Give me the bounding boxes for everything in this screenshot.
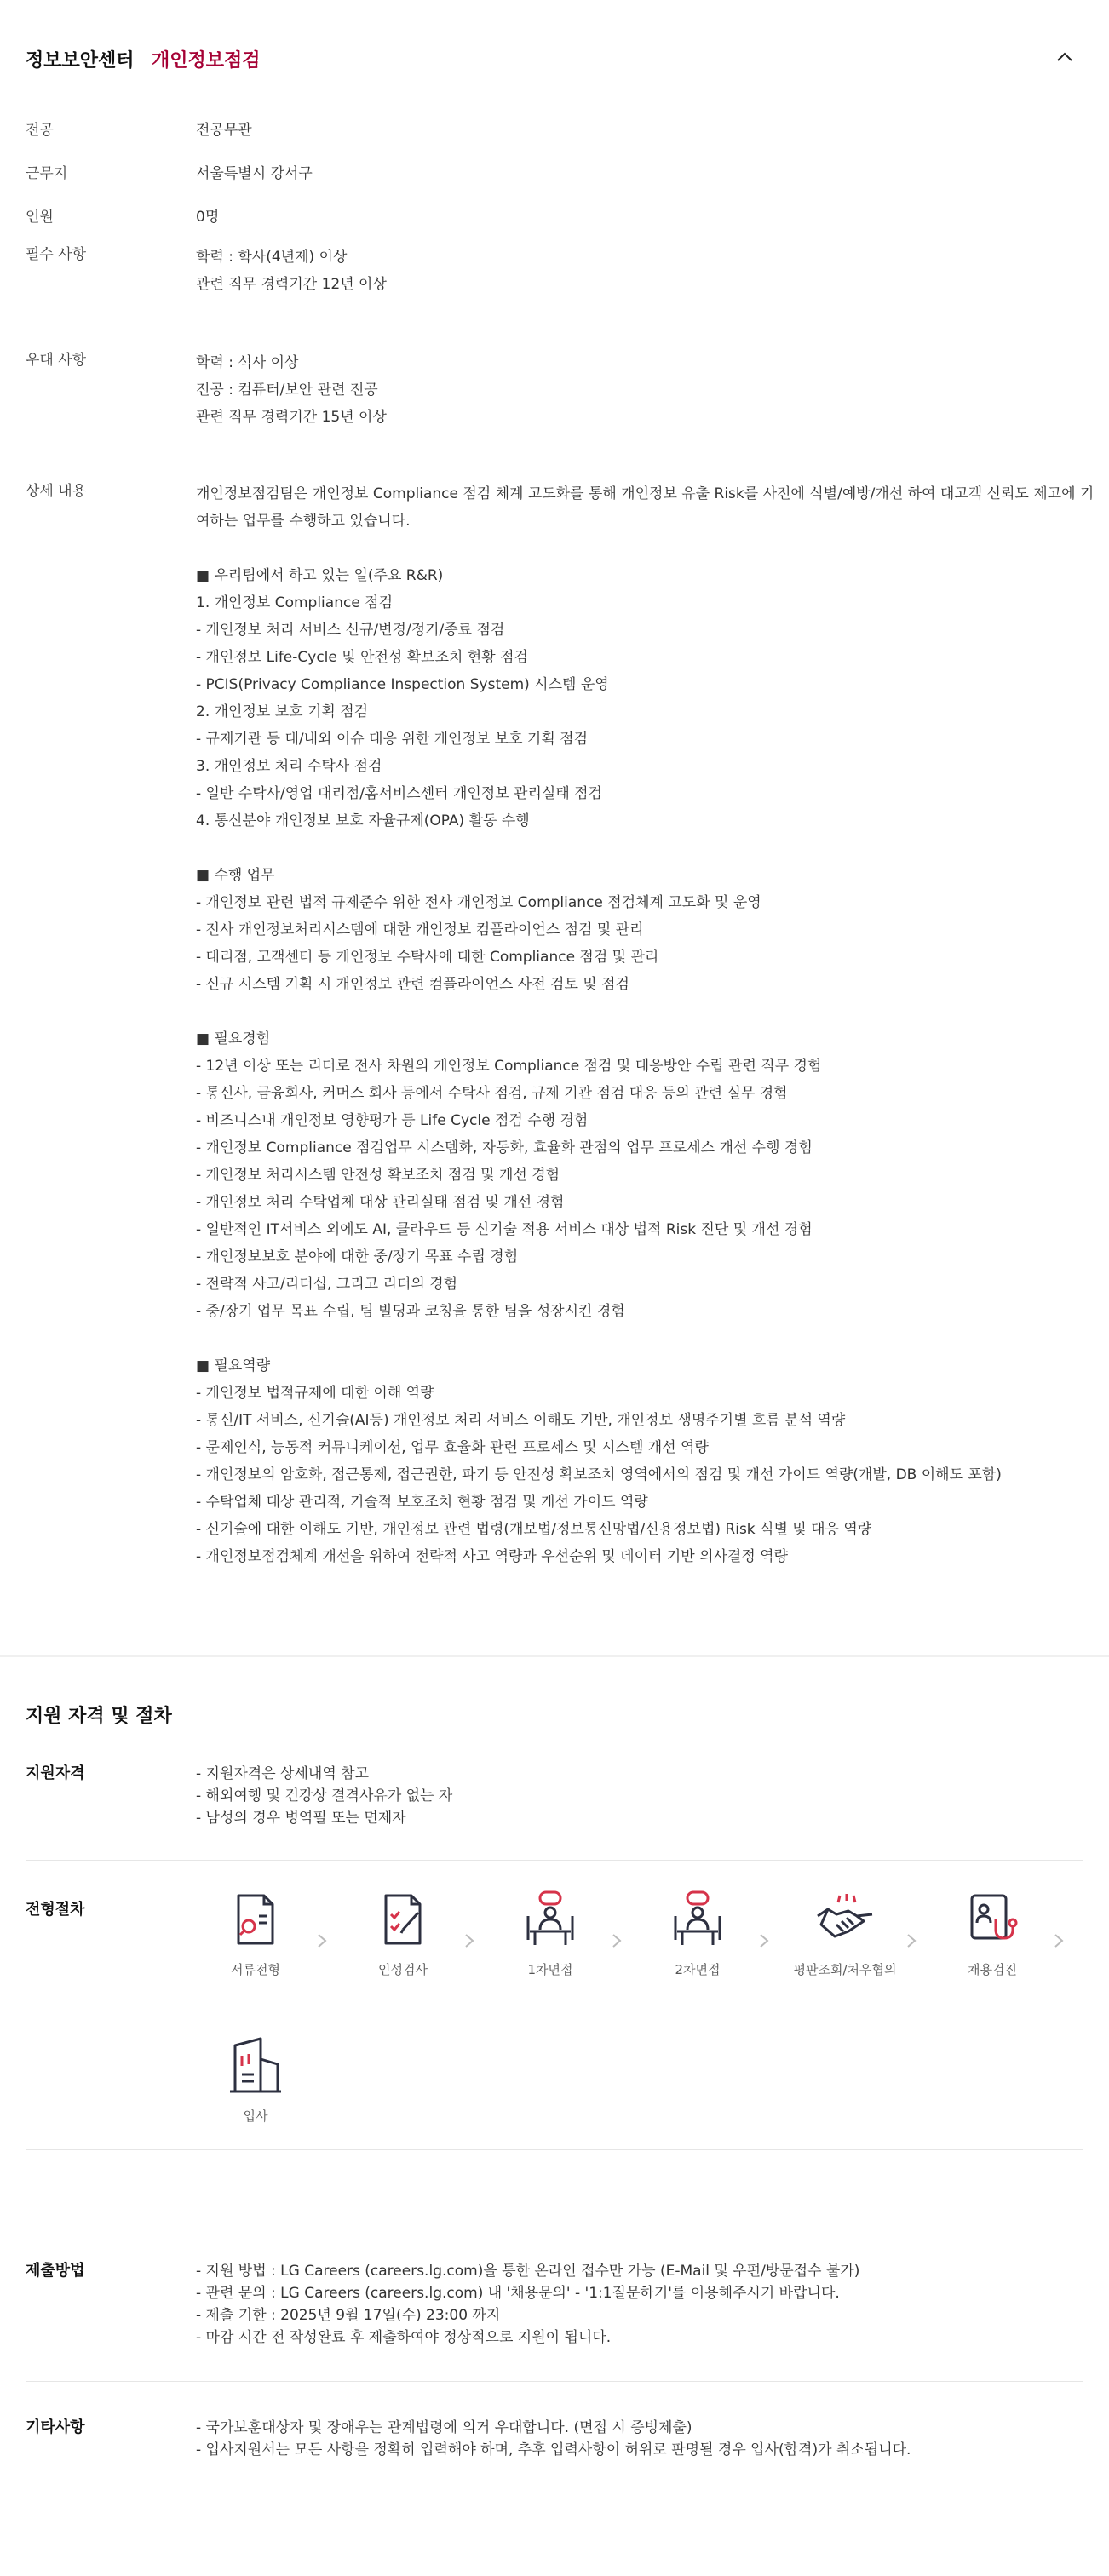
- application-section-title: 지원 자격 및 절차: [26, 1706, 172, 1727]
- preferred-line: 관련 직무 경력기간 15년 이상: [196, 409, 387, 426]
- chevron-right-icon: [313, 1928, 330, 1954]
- detail-line: 4. 통신분야 개인정보 보호 자율규제(OPA) 활동 수행: [196, 812, 530, 829]
- preferred-lines: [196, 349, 387, 431]
- interview-icon: [670, 1890, 725, 1948]
- detail-line: - 개인정보 처리 수탁업체 대상 관리실태 점검 및 개선 경험: [196, 1194, 565, 1211]
- preferred-label: 우대 사항: [26, 352, 87, 369]
- detail-line: - 신기술에 대한 이해도 기반, 개인정보 관련 법령(개보법/정보통신망법/신용정보법) Risk 식별 및 대응 역량: [196, 1521, 872, 1538]
- qualification-lines: [196, 1763, 452, 1829]
- preferred-line: 학력 : 석사 이상: [196, 354, 299, 371]
- process-step-label: 1차면접: [527, 1962, 573, 1977]
- chevron-right-icon: [608, 1928, 625, 1954]
- headcount-value: 0명: [196, 209, 220, 226]
- detail-line: - 개인정보 Life-Cycle 및 안전성 확보조치 현황 점검: [196, 649, 528, 666]
- etc-line: - 입사지원서는 모든 사항을 정확히 입력해야 하며, 추후 입력사항이 허위로 판명될 경우 입사(합격)가 취소됩니다.: [196, 2441, 911, 2458]
- headcount-label: 인원: [26, 209, 54, 226]
- submission-line: - 관련 문의 : LG Careers (careers.lg.com) 내 '채용문의' - '1:1질문하기'를 이용해주시기 바랍니다.: [196, 2285, 840, 2302]
- interview-icon: [523, 1890, 577, 1948]
- detail-line: - 통신사, 금융회사, 커머스 회사 등에서 수탁사 점검, 규제 기관 점검 대응 등의 관련 실무 경험: [196, 1085, 788, 1102]
- detail-spacer: [196, 535, 1099, 562]
- block-divider: [26, 1860, 1083, 1861]
- detail-line: - 개인정보점검체계 개선을 위하여 전략적 사고 역량과 우선순위 및 데이터 기반 의사결정 역량: [196, 1548, 789, 1565]
- preferred-line: 전공 : 컴퓨터/보안 관련 전공: [196, 382, 378, 399]
- submission-label: 제출방법: [26, 2262, 85, 2280]
- detail-line: - 수탁업체 대상 관리적, 기술적 보호조치 현황 점검 및 개선 가이드 역량: [196, 1494, 648, 1511]
- process-step: [343, 1890, 463, 1978]
- detail-line: - 규제기관 등 대/내외 이슈 대응 위한 개인정보 보호 기획 점검: [196, 731, 589, 748]
- submission-line: - 제출 기한 : 2025년 9월 17일(수) 23:00 까지: [196, 2307, 501, 2324]
- submission-line: - 마감 시간 전 작성완료 후 제출하여야 정상적으로 지원이 됩니다.: [196, 2329, 612, 2346]
- detail-line: - 일반적인 IT서비스 외에도 AI, 클라우드 등 신기술 적용 서비스 대상 법적 Risk 진단 및 개선 경험: [196, 1221, 813, 1238]
- qualification-line: - 지원자격은 상세내역 참고: [196, 1765, 369, 1782]
- required-label: 필수 사항: [26, 246, 87, 263]
- process-step: [933, 1890, 1052, 1978]
- submission-lines: [196, 2260, 859, 2349]
- detail-spacer: [196, 835, 1099, 862]
- chevron-right-icon: [1050, 1928, 1067, 1954]
- detail-line: ■ 우리팀에서 하고 있는 일(주요 R&R): [196, 567, 444, 584]
- detail-line: 1. 개인정보 Compliance 점검: [196, 594, 394, 611]
- detail-line: - 문제인식, 능동적 커뮤니케이션, 업무 효율화 관련 프로세스 및 시스템 개선 역량: [196, 1439, 709, 1456]
- detail-line: - PCIS(Privacy Compliance Inspection System) 시스템 운영: [196, 676, 609, 693]
- checklist-pen-icon: [376, 1890, 430, 1948]
- detail-line: - 개인정보의 암호화, 접근통제, 접근권한, 파기 등 안전성 확보조치 영역에서의 점검 및 개선 가이드 역량(개발, DB 이해도 포함): [196, 1466, 1002, 1483]
- office-building-icon: [228, 2037, 283, 2095]
- detail-line: ■ 필요경험: [196, 1030, 271, 1047]
- required-line: 학력 : 학사(4년제) 이상: [196, 249, 348, 266]
- detail-line: 3. 개인정보 처리 수탁사 점검: [196, 758, 382, 775]
- detail-line: - 12년 이상 또는 리더로 전사 차원의 개인정보 Compliance 점검 및 대응방안 수립 관련 직무 경험: [196, 1058, 822, 1075]
- location-label: 근무지: [26, 165, 68, 182]
- detail-line: ■ 필요역량: [196, 1357, 271, 1374]
- detail-line: - 통신/IT 서비스, 신기술(AI등) 개인정보 처리 서비스 이해도 기반, 개인정보 생명주기별 흐름 분석 역량: [196, 1412, 846, 1429]
- process-step-label: 입사: [243, 2108, 268, 2124]
- process-label: 전형절차: [26, 1901, 85, 1919]
- detail-label: 상세 내용: [26, 483, 87, 500]
- medical-checkup-icon: [965, 1890, 1020, 1948]
- required-line: 관련 직무 경력기간 12년 이상: [196, 276, 387, 293]
- process-step-label: 2차면접: [675, 1962, 721, 1977]
- qualification-label: 지원자격: [26, 1764, 85, 1782]
- detail-lines: [196, 535, 1099, 1570]
- detail-intro: 개인정보점검팀은 개인정보 Compliance 점검 체계 고도화를 통해 개인정보 유출 Risk를 사전에 식별/예방/개선 하여 대고객 신뢰도 제고에 기여하는 업무를 수행하고 있습니다.: [196, 485, 1095, 530]
- detail-line: - 일반 수탁사/영업 대리점/홈서비스센터 개인정보 관리실태 점검: [196, 785, 602, 802]
- document-search-icon: [228, 1890, 283, 1948]
- detail-line: - 개인정보 관련 법적 규제준수 위한 전사 개인정보 Compliance 점검체계 고도화 및 운영: [196, 894, 761, 911]
- process-step: [491, 1890, 610, 1978]
- detail-line: - 비즈니스내 개인정보 영향평가 등 Life Cycle 점검 수행 경험: [196, 1112, 589, 1129]
- detail-line: - 대리점, 고객센터 등 개인정보 수탁사에 대한 Compliance 점검 및 관리: [196, 949, 659, 966]
- detail-line: 2. 개인정보 보호 기획 점검: [196, 703, 369, 720]
- detail-line: - 전사 개인정보처리시스템에 대한 개인정보 컴플라이언스 점검 및 관리: [196, 921, 644, 938]
- process-step-label: 서류전형: [231, 1962, 280, 1977]
- process-step-label: 인성검사: [378, 1962, 428, 1977]
- detail-line: - 중/장기 업무 목표 수립, 팀 빌딩과 코칭을 통한 팀을 성장시킨 경험: [196, 1303, 625, 1320]
- process-step-label: 채용검진: [968, 1962, 1017, 1977]
- detail-line: ■ 수행 업무: [196, 867, 275, 884]
- submission-line: - 지원 방법 : LG Careers (careers.lg.com)을 통한 온라인 접수만 가능 (E-Mail 및 우편/방문접수 불가): [196, 2263, 860, 2280]
- chevron-right-icon: [903, 1928, 920, 1954]
- detail-content: [196, 480, 1099, 1570]
- required-lines: [196, 244, 387, 298]
- major-label: 전공: [26, 122, 54, 139]
- block-divider: [26, 2149, 1083, 2150]
- chevron-right-icon: [461, 1928, 478, 1954]
- detail-line: - 전략적 사고/리더십, 그리고 리더의 경험: [196, 1276, 458, 1293]
- detail-spacer: [196, 998, 1099, 1025]
- process-steps: [196, 1890, 1090, 2146]
- chevron-up-icon[interactable]: [1052, 44, 1077, 70]
- team-name: 개인정보점검: [152, 50, 261, 72]
- etc-lines: [196, 2417, 911, 2461]
- detail-line: - 개인정보 처리 서비스 신규/변경/정기/종료 점검: [196, 622, 505, 639]
- department-name: 정보보안센터: [26, 50, 135, 72]
- qualification-line: - 해외여행 및 건강상 결격사유가 없는 자: [196, 1787, 453, 1804]
- process-step: [638, 1890, 757, 1978]
- etc-label: 기타사항: [26, 2418, 85, 2436]
- qualification-line: - 남성의 경우 병역필 또는 면제자: [196, 1810, 406, 1827]
- chevron-right-icon: [756, 1928, 773, 1954]
- detail-spacer: [196, 1325, 1099, 1352]
- detail-line: - 개인정보 Compliance 점검업무 시스템화, 자동화, 효율화 관점의 업무 프로세스 개선 수행 경험: [196, 1139, 813, 1156]
- detail-line: - 개인정보보호 분야에 대한 중/장기 목표 수립 경험: [196, 1248, 519, 1265]
- posting-header: [26, 0, 1083, 119]
- process-step-label: 평판조회/처우협의: [793, 1962, 897, 1977]
- detail-line: - 개인정보 처리시스템 안전성 확보조치 점검 및 개선 경험: [196, 1167, 560, 1184]
- section-divider: [0, 1655, 1109, 1657]
- detail-line: - 신규 시스템 기획 시 개인정보 관련 컴플라이언스 사전 검토 및 점검: [196, 976, 629, 993]
- detail-line: - 개인정보 법적규제에 대한 이해 역량: [196, 1385, 434, 1402]
- major-value: 전공무관: [196, 122, 252, 139]
- process-step: [196, 1890, 315, 1978]
- location-value: 서울특별시 강서구: [196, 165, 313, 182]
- handshake-icon: [814, 1890, 876, 1948]
- etc-line: - 국가보훈대상자 및 장애우는 관계법령에 의거 우대합니다. (면접 시 증빙제출): [196, 2419, 692, 2436]
- block-divider: [26, 2381, 1083, 2382]
- process-step: [785, 1890, 905, 1978]
- process-step: [196, 2037, 315, 2125]
